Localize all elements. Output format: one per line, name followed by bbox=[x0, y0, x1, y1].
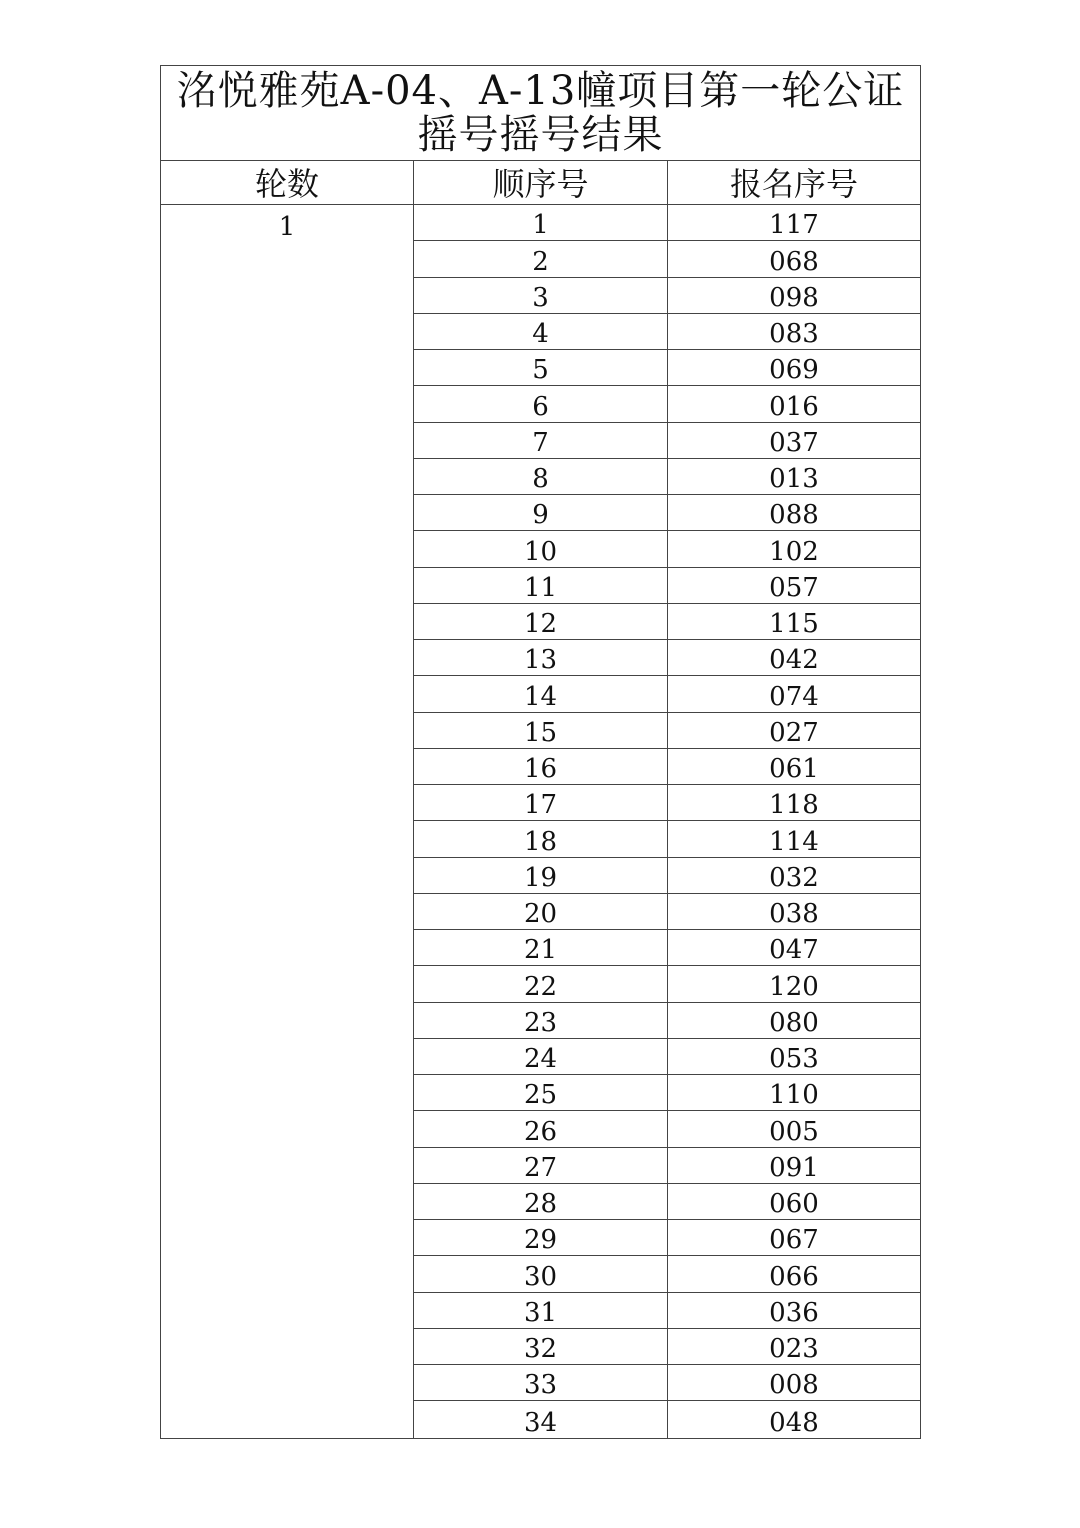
registration-number-cell: 005 bbox=[769, 1116, 819, 1147]
header-order: 顺序号 bbox=[414, 161, 668, 204]
table-row bbox=[414, 1148, 920, 1184]
table-row bbox=[414, 278, 920, 314]
document-title bbox=[161, 66, 920, 161]
table-row bbox=[414, 350, 920, 386]
registration-number-cell: 060 bbox=[769, 1189, 819, 1219]
registration-number-cell: 047 bbox=[769, 935, 819, 966]
table-row bbox=[414, 314, 920, 350]
order-number-cell: 10 bbox=[414, 531, 668, 566]
registration-number-cell: 110 bbox=[769, 1080, 819, 1111]
registration-number-cell: 023 bbox=[769, 1334, 819, 1364]
order-number-cell: 5 bbox=[414, 350, 668, 385]
registration-number-cell: 053 bbox=[769, 1044, 819, 1074]
order-number-cell: 20 bbox=[414, 894, 668, 929]
registration-number-cell: 080 bbox=[769, 1007, 819, 1038]
round-cell: 1 bbox=[161, 205, 414, 1438]
registration-number-cell: 114 bbox=[769, 826, 819, 857]
result-rows bbox=[414, 205, 920, 1438]
header-reg-no: 报名序号 bbox=[729, 165, 858, 203]
registration-number-cell: 088 bbox=[769, 500, 819, 531]
order-number-cell: 31 bbox=[414, 1293, 668, 1328]
registration-number-cell: 037 bbox=[769, 427, 819, 458]
table-row bbox=[414, 821, 920, 857]
registration-number-cell: 115 bbox=[769, 609, 819, 639]
order-number-cell: 19 bbox=[414, 858, 668, 893]
order-number-cell: 11 bbox=[414, 568, 668, 603]
table-row bbox=[414, 858, 920, 894]
table-row bbox=[414, 1003, 920, 1039]
lottery-result-table bbox=[160, 65, 921, 1439]
table-row bbox=[414, 1184, 920, 1220]
table-row bbox=[414, 1111, 920, 1147]
registration-number-cell: 069 bbox=[769, 355, 819, 386]
order-number-cell: 24 bbox=[414, 1039, 668, 1074]
registration-number-cell: 048 bbox=[769, 1407, 819, 1438]
table-row bbox=[414, 241, 920, 277]
order-number-cell: 28 bbox=[414, 1184, 668, 1219]
order-number-cell: 32 bbox=[414, 1329, 668, 1364]
registration-number-cell: 091 bbox=[769, 1152, 819, 1183]
registration-number-cell: 016 bbox=[769, 391, 819, 422]
registration-number-cell: 118 bbox=[769, 790, 819, 821]
order-number-cell: 14 bbox=[414, 676, 668, 711]
order-number-cell: 16 bbox=[414, 749, 668, 784]
order-number-cell: 4 bbox=[414, 314, 668, 349]
registration-number-cell: 008 bbox=[769, 1370, 819, 1401]
order-number-cell: 26 bbox=[414, 1111, 668, 1146]
table-body bbox=[161, 205, 920, 1438]
order-number-cell: 22 bbox=[414, 966, 668, 1001]
table-row bbox=[414, 386, 920, 422]
registration-number-cell: 067 bbox=[769, 1225, 819, 1256]
registration-number-cell: 027 bbox=[769, 717, 819, 748]
order-number-cell: 30 bbox=[414, 1256, 668, 1291]
order-number-cell: 34 bbox=[414, 1401, 668, 1437]
table-row bbox=[414, 568, 920, 604]
order-number-cell: 1 bbox=[414, 205, 668, 240]
registration-number-cell: 061 bbox=[769, 754, 819, 784]
order-number-cell: 17 bbox=[414, 785, 668, 820]
table-row bbox=[414, 1039, 920, 1075]
table-row bbox=[414, 1329, 920, 1365]
title-line-2: 摇号摇号结果 bbox=[417, 112, 664, 158]
table-row bbox=[414, 1256, 920, 1292]
table-row bbox=[414, 1220, 920, 1256]
order-number-cell: 12 bbox=[414, 604, 668, 639]
registration-number-cell: 057 bbox=[769, 572, 819, 603]
order-number-cell: 23 bbox=[414, 1003, 668, 1038]
table-row bbox=[414, 749, 920, 785]
table-row bbox=[414, 495, 920, 531]
table-row bbox=[414, 1075, 920, 1111]
registration-number-cell: 042 bbox=[769, 645, 819, 676]
order-number-cell: 21 bbox=[414, 930, 668, 965]
registration-number-cell: 074 bbox=[769, 681, 819, 712]
table-row bbox=[414, 205, 920, 241]
table-row bbox=[414, 894, 920, 930]
order-number-cell: 8 bbox=[414, 459, 668, 494]
table-row bbox=[414, 930, 920, 966]
order-number-cell: 18 bbox=[414, 821, 668, 856]
table-header bbox=[161, 161, 920, 205]
order-number-cell: 9 bbox=[414, 495, 668, 530]
registration-number-cell: 102 bbox=[769, 536, 819, 567]
order-number-cell: 6 bbox=[414, 386, 668, 421]
table-row bbox=[414, 676, 920, 712]
registration-number-cell: 013 bbox=[769, 464, 819, 494]
registration-number-cell: 120 bbox=[769, 971, 819, 1002]
table-row bbox=[414, 1401, 920, 1437]
order-number-cell: 29 bbox=[414, 1220, 668, 1255]
title-line-1: 洺悦雅苑A-04、A-13幢项目第一轮公证 bbox=[176, 68, 905, 114]
registration-number-cell: 068 bbox=[769, 246, 819, 277]
registration-number-cell: 032 bbox=[769, 862, 819, 893]
table-row bbox=[414, 640, 920, 676]
registration-number-cell: 083 bbox=[769, 319, 819, 349]
order-number-cell: 27 bbox=[414, 1148, 668, 1183]
order-number-cell: 15 bbox=[414, 713, 668, 748]
table-row bbox=[414, 459, 920, 495]
table-row bbox=[414, 604, 920, 640]
order-number-cell: 13 bbox=[414, 640, 668, 675]
table-row bbox=[414, 423, 920, 459]
order-number-cell: 25 bbox=[414, 1075, 668, 1110]
order-number-cell: 3 bbox=[414, 278, 668, 313]
table-row bbox=[414, 966, 920, 1002]
registration-number-cell: 066 bbox=[769, 1261, 819, 1292]
table-row bbox=[414, 1365, 920, 1401]
registration-number-cell: 036 bbox=[769, 1297, 819, 1328]
registration-number-cell: 117 bbox=[769, 210, 819, 241]
order-number-cell: 7 bbox=[414, 423, 668, 458]
order-number-cell: 33 bbox=[414, 1365, 668, 1400]
registration-number-cell: 038 bbox=[769, 899, 819, 929]
table-row bbox=[414, 531, 920, 567]
order-number-cell: 2 bbox=[414, 241, 668, 276]
table-row bbox=[414, 785, 920, 821]
table-row bbox=[414, 1293, 920, 1329]
header-round: 轮数 bbox=[161, 161, 414, 204]
table-row bbox=[414, 713, 920, 749]
registration-number-cell: 098 bbox=[769, 282, 819, 313]
